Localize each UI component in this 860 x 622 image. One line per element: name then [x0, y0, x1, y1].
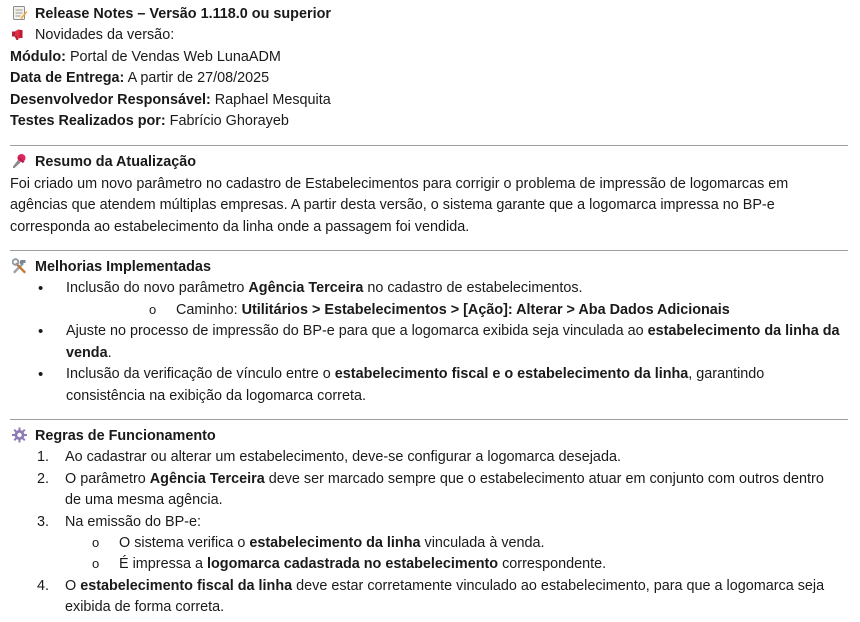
sub-list-item: o Caminho: Utilitários > Estabelecimentos > [Ação]: Alterar > Aba Dados Adicionais — [66, 300, 840, 321]
modulo-value: Portal de Vendas Web LunaADM — [65, 48, 281, 65]
resumo-paragraph: Foi criado um novo parâmetro no cadastro de Estabelecimentos para corrigir o problema de impressão de logomarcas em agências que atendem múltiplas empresas. A partir desta versão, o sistema garante que a logomarca impressa no BP-e corresponda ao estabelecimento da linha onde a passagem foi vendida. — [10, 175, 789, 235]
list-item: • Inclusão do novo parâmetro Agência Terceira no cadastro de estabelecimentos. o Caminho: Utilitários > Estabelecimentos > [Ação]: Alterar > Aba Dados Adicionais — [10, 278, 840, 321]
sub-list-item: o É impressa a logomarca cadastrada no estabelecimento correspondente. — [9, 554, 840, 575]
regras-title: Regras de Funcionamento — [35, 427, 216, 444]
developer-line — [10, 90, 850, 111]
divider — [10, 419, 848, 420]
regras-list — [10, 447, 850, 618]
pushpin-icon — [11, 153, 28, 168]
developer-value: Raphael Mesquita — [210, 91, 331, 108]
entrega-value: A partir de 27/08/2025 — [124, 70, 270, 87]
divider — [10, 250, 848, 251]
melhorias-heading — [10, 257, 850, 278]
testers-label: Testes Realizados por: — [10, 113, 166, 130]
divider — [10, 145, 848, 146]
developer-label: Desenvolvedor Responsável: — [10, 91, 211, 108]
regras-heading — [10, 426, 850, 447]
melhorias-title: Melhorias Implementadas — [35, 259, 211, 276]
testers-value: Fabrício Ghorayeb — [165, 113, 289, 130]
entrega-label: Data de Entrega: — [10, 70, 125, 87]
list-item: 3. Na emissão do BP-e: o O sistema verifica o estabelecimento da linha vinculada à venda. o É impressa a logomarca cadastrada no estabelecimento correspondente. — [10, 512, 840, 576]
megaphone-icon — [11, 26, 28, 41]
list-item: 2. O parâmetro Agência Terceira deve ser marcado sempre que o estabelecimento atuar em conjunto com outros dentro de uma mesma agência. — [37, 470, 824, 509]
novidades-label: Novidades da versão: — [35, 27, 175, 44]
list-item: • Inclusão da verificação de vínculo entre o estabelecimento fiscal e o estabelecimento da linha, garantindo consistência na exibição da logomarca correta. — [10, 364, 840, 407]
testers-line — [10, 111, 850, 132]
modulo-line — [10, 47, 850, 68]
resumo-heading — [10, 152, 850, 173]
resumo-title: Resumo da Atualização — [35, 154, 197, 171]
entrega-line — [10, 68, 850, 89]
hammer-wrench-icon — [11, 258, 28, 273]
modulo-label: Módulo: — [10, 48, 66, 65]
memo-icon — [11, 5, 28, 20]
document-title-line — [10, 4, 850, 25]
list-item: 1. Ao cadastrar ou alterar um estabelecimento, deve-se configurar a logomarca desejada. — [37, 449, 621, 466]
sub-list — [66, 300, 840, 321]
sub-list — [9, 533, 840, 576]
document-title: Release Notes – Versão 1.118.0 ou superior — [35, 6, 331, 22]
list-item: • Ajuste no processo de impressão do BP-e para que a logomarca exibida seja vinculada ao estabelecimento da linha da venda. — [10, 321, 840, 364]
list-item: 4. O estabelecimento fiscal da linha deve estar corretamente vinculado ao estabelecimento, para que a logomarca seja exibida de forma correta. — [37, 577, 825, 616]
gear-icon — [11, 427, 28, 442]
novidades-line — [10, 25, 850, 46]
melhorias-list — [10, 278, 850, 406]
sub-list-item: o O sistema verifica o estabelecimento da linha vinculada à venda. — [9, 533, 840, 554]
